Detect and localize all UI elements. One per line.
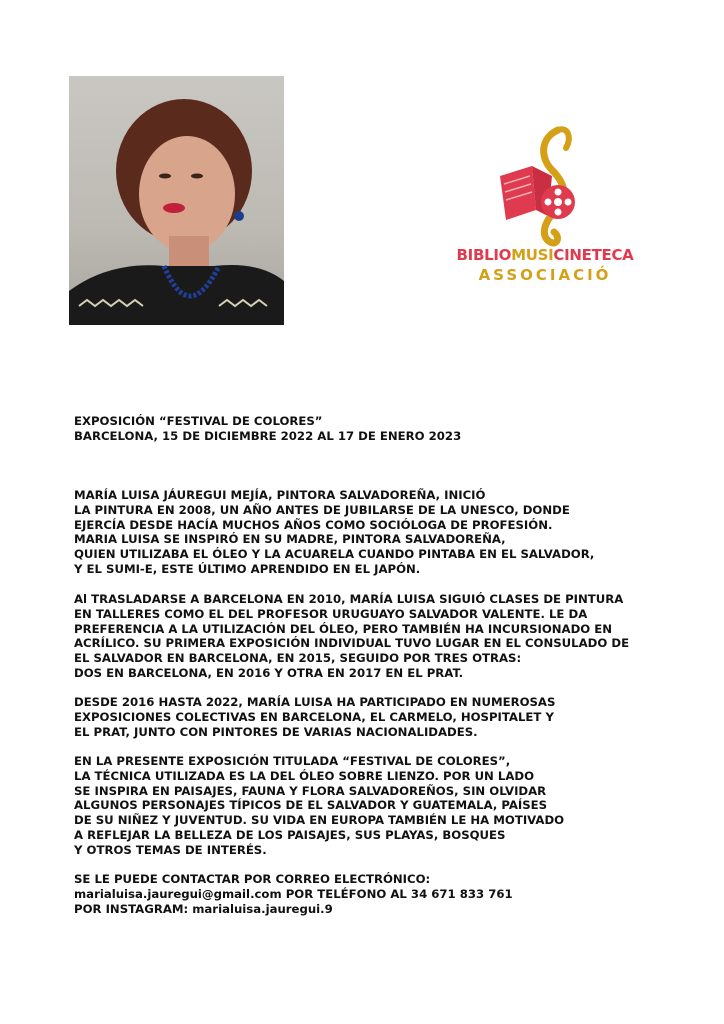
paragraph-line: DESDE 2016 HASTA 2022, MARÍA LUISA HA PARTICIPADO EN NUMEROSAS: [74, 695, 556, 709]
paragraph-line: EJERCÍA DESDE HACÍA MUCHOS AÑOS COMO SOCIÓLOGA DE PROFESIÓN.: [74, 517, 553, 532]
paragraph-contact: [74, 872, 674, 916]
paragraph-line: PREFERENCIA A LA UTILIZACIÓN DEL ÓLEO, PERO TAMBIÉN HA INCURSIONADO EN: [74, 621, 613, 636]
paragraph-line: DOS EN BARCELONA, EN 2016 Y OTRA EN 2017 EN EL PRAT.: [74, 665, 464, 680]
logo-name-part2: MUSI: [511, 246, 554, 264]
contact-instagram: POR INSTAGRAM: marialuisa.jauregui.9: [74, 901, 333, 916]
logo-name-part1: BIBLIO: [456, 246, 512, 264]
paragraph-line: SE INSPIRA EN PAISAJES, FAUNA Y FLORA SALVADOREÑOS, SIN OLVIDAR: [74, 783, 547, 798]
film-reel-icon: [541, 185, 575, 219]
paragraph-line: EL SALVADOR EN BARCELONA, EN 2015, SEGUIDO POR TRES OTRAS:: [74, 651, 522, 666]
paragraph-line: EL PRAT, JUNTO CON PINTORES DE VARIAS NACIONALIDADES.: [74, 724, 478, 739]
artist-portrait-photo: [69, 76, 284, 325]
exhibition-header: [74, 414, 674, 444]
paragraph-line: EN LA PRESENTE EXPOSICIÓN TITULADA “FESTIVAL DE COLORES”,: [74, 754, 511, 768]
paragraph-line: Y EL SUMI-E, ESTE ÚLTIMO APRENDIDO EN EL JAPÓN.: [74, 561, 421, 576]
paragraph-line: QUIEN UTILIZABA EL ÓLEO Y LA ACUARELA CUANDO PINTABA EN EL SALVADOR,: [74, 547, 595, 562]
paragraph-line: ALGUNOS PERSONAJES TÍPICOS DE EL SALVADOR Y GUATEMALA, PAÍSES: [74, 798, 548, 813]
paragraph-line: MARÍA LUISA JÁUREGUI MEJÍA, PINTORA SALVADOREÑA, INICIÓ: [74, 488, 486, 502]
portrait-illustration: [69, 76, 284, 325]
paragraph-current-exhibition: [74, 754, 674, 858]
paragraph-exhibitions: [74, 695, 674, 739]
paragraph-biography: [74, 488, 674, 577]
paragraph-line: LA TÉCNICA UTILIZADA ES LA DEL ÓLEO SOBRE LIENZO. POR UN LADO: [74, 768, 535, 783]
paragraph-line: A REFLEJAR LA BELLEZA DE LOS PAISAJES, SUS PLAYAS, BOSQUES: [74, 827, 506, 842]
header-dates: BARCELONA, 15 DE DICIEMBRE 2022 AL 17 DE ENERO 2023: [74, 428, 462, 443]
paragraph-career: [74, 592, 674, 681]
paragraph-line: Y OTROS TEMAS DE INTERÉS.: [74, 842, 267, 857]
paragraph-line: LA PINTURA EN 2008, UN AÑO ANTES DE JUBILARSE DE LA UNESCO, DONDE: [74, 502, 570, 517]
contact-email-phone: marialuisa.jauregui@gmail.com POR TELÉFONO AL 34 671 833 761: [74, 886, 513, 901]
logo-wordmark: [440, 246, 650, 264]
paragraph-line: EXPOSICIONES COLECTIVAS EN BARCELONA, EL CARMELO, HOSPITALET Y: [74, 709, 554, 724]
paragraph-line: Al TRASLADARSE A BARCELONA EN 2010, MARÍA LUISA SIGUIÓ CLASES DE PINTURA: [74, 592, 624, 606]
logo-subtitle: ASSOCIACIÓ: [478, 266, 612, 284]
contact-line: SE LE PUEDE CONTACTAR POR CORREO ELECTRÓNICO:: [74, 872, 431, 886]
paragraph-line: DE SU NIÑEZ Y JUVENTUD. SU VIDA EN EUROPA TAMBIÉN LE HA MOTIVADO: [74, 813, 565, 828]
header-title: EXPOSICIÓN “FESTIVAL DE COLORES”: [74, 414, 323, 428]
paragraph-line: ACRÍLICO. SU PRIMERA EXPOSICIÓN INDIVIDUAL TUVO LUGAR EN EL CONSULADO DE: [74, 636, 630, 651]
paragraph-line: EN TALLERES COMO EL DEL PROFESOR URUGUAYO SALVADOR VALENTE. LE DA: [74, 606, 588, 621]
logo-name-part3: CINETECA: [553, 246, 634, 264]
paragraph-line: MARIA LUISA SE INSPIRÓ EN SU MADRE, PINTORA SALVADOREÑA,: [74, 532, 506, 547]
